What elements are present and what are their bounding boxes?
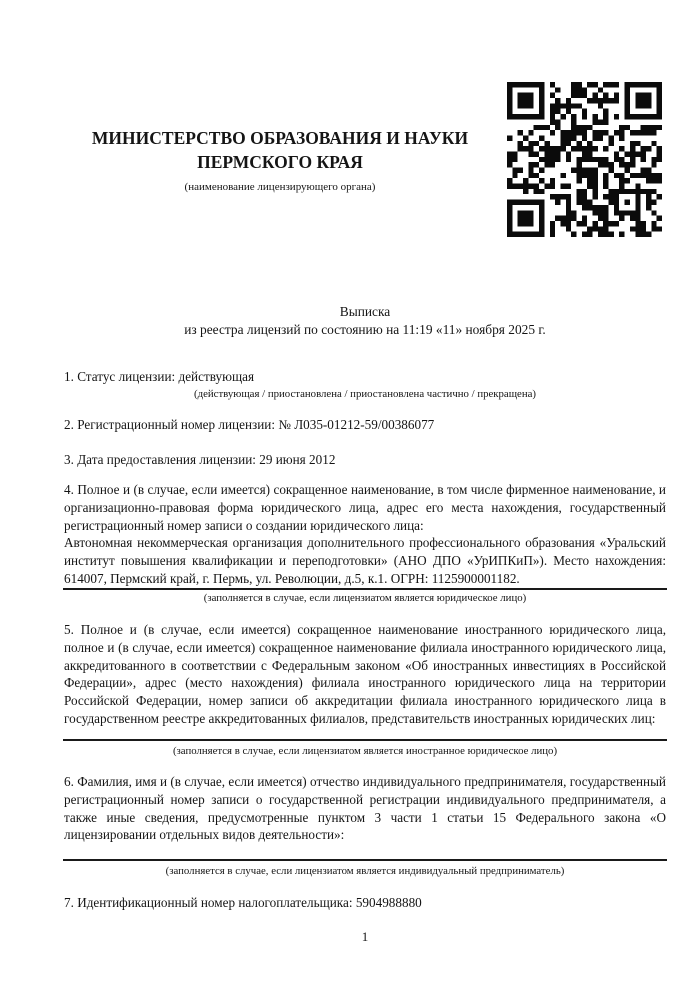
- authority-caption: (наименование лицензирующего органа): [184, 181, 376, 193]
- item-grant-date-label: 3. Дата предоставления лицензии:: [64, 452, 256, 467]
- item-legal-entity: [64, 481, 666, 588]
- authority-name-line1: МИНИСТЕРСТВО ОБРАЗОВАНИЯ И НАУКИ: [91, 128, 469, 148]
- item-taxpayer-number-label: 7. Идентификационный номер налогоплательщика:: [64, 895, 353, 910]
- authority-name-line2: ПЕРМСКОГО КРАЯ: [197, 152, 363, 172]
- item-status-value: действующая: [178, 369, 255, 384]
- page-number: 1: [361, 929, 369, 944]
- qr-code: [507, 82, 662, 237]
- item-individual-entrepreneur-label: 6. Фамилия, имя и (в случае, если имеется) отчество индивидуального предпринимателя, государственный регистрационный номер записи о государственной регистрации индивидуального предпринимателя, а также иные сведения, предусмотренные пунктом 3 части 1 статьи 15 Федерального закона «О лицензировании отдельных видов деятельности»:: [64, 774, 666, 843]
- item-taxpayer-number: [64, 894, 666, 912]
- item-status: [64, 368, 666, 386]
- document-title: [64, 303, 666, 339]
- item-status-caption: (действующая / приостановлена / приостановлена частично / прекращена): [194, 388, 536, 400]
- licensing-authority-header: [63, 126, 497, 194]
- fill-line-foreign-entity: [63, 739, 667, 741]
- item-individual-entrepreneur-caption: (заполняется в случае, если лицензиатом является индивидуальный предприниматель): [165, 865, 565, 877]
- document-title-line1: Выписка: [339, 304, 391, 319]
- item-foreign-entity-label: 5. Полное и (в случае, если имеется) сокращенное наименование иностранного юридического лица, полное и (в случае, если имеется) сокращенное наименование филиала иностранного юридического лица, аккредитованного в соответствии с Федеральным законом «Об иностранных инвестициях в Российской Федерации», адрес (место нахождения) филиала иностранного юридического лица на территории Российской Федерации, номер записи об аккредитации филиала иностранного юридического лица в государственном реестре аккредитованных филиалов, представительств иностранных юридических лиц:: [64, 622, 666, 726]
- item-legal-entity-value: Автономная некоммерческая организация дополнительного профессионального образования «Уральский институт повышения квалификации и переподготовки» (АНО ДПО «УрИПКиП»). Место нахождения: 614007, Пермский край, г. Пермь, ул. Революции, д.5, к.1. ОГРН: 1125900001182.: [64, 535, 666, 586]
- item-grant-date-value: 29 июня 2012: [259, 452, 336, 467]
- item-registration-number: [64, 416, 666, 434]
- fill-line-individual-entrepreneur: [63, 859, 667, 861]
- item-legal-entity-label: 4. Полное и (в случае, если имеется) сокращенное наименование, в том числе фирменное наименование, и организационно-правовая форма юридического лица, адрес его места нахождения, государственный регистрационный номер записи о создании юридического лица:: [64, 482, 666, 533]
- item-taxpayer-number-value: 5904988880: [355, 895, 422, 910]
- item-foreign-entity-caption: (заполняется в случае, если лицензиатом является иностранное юридическое лицо): [172, 745, 558, 757]
- document-title-line2: из реестра лицензий по состоянию на 11:19 «11» ноября 2025 г.: [184, 322, 546, 337]
- item-individual-entrepreneur: [64, 773, 666, 844]
- item-foreign-entity: [64, 621, 666, 728]
- item-grant-date: [64, 451, 666, 469]
- fill-line-legal-entity: [63, 588, 667, 590]
- item-registration-number-label: 2. Регистрационный номер лицензии:: [64, 417, 276, 432]
- item-status-label: 1. Статус лицензии:: [64, 369, 176, 384]
- item-legal-entity-caption: (заполняется в случае, если лицензиатом является юридическое лицо): [203, 592, 527, 604]
- item-registration-number-value: № Л035-01212-59/00386077: [278, 417, 435, 432]
